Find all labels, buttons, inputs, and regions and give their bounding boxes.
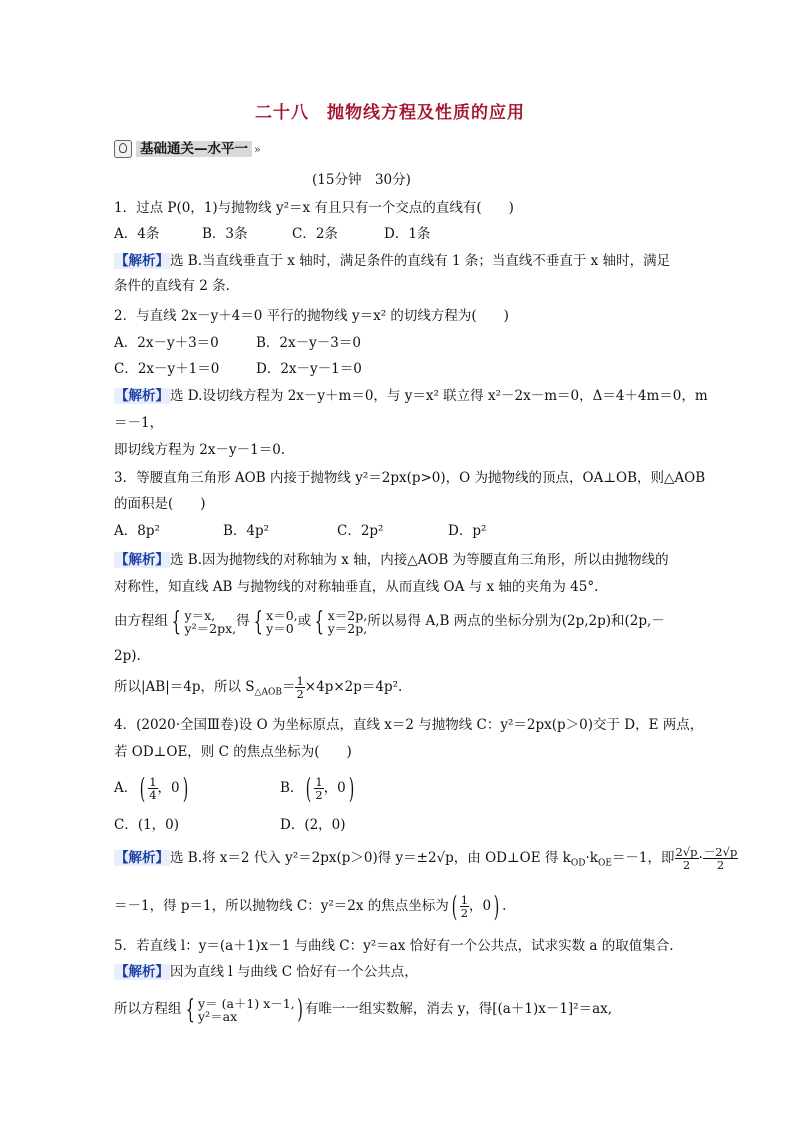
analysis-tag: 【解析】: [115, 388, 169, 404]
q3-area-formula: 所以|AB|＝4p，所以 $S_{\triangle AOB}=$ $\frac{1}{2}$ ×4p×2p＝4p².: [114, 674, 403, 701]
q4-stem-line-2: 若 OD⊥OE，则 C 的焦点坐标为( ): [114, 744, 352, 760]
q3-stem-line-1: 3．等腰直角三角形 AOB 内接于抛物线 y²＝2px(p>0)，O 为抛物线的顶点，OA⊥OB，则△AOB: [114, 470, 706, 486]
analysis-tag: 【解析】: [115, 253, 169, 269]
double-arrow-icon: »: [254, 142, 261, 156]
q4-solution-line-1: 【解析】选 B.将 x＝2 代入 y²＝2px(p＞0)得 y＝±2√p，由 OD⊥OE 得 $k_{OD}\cdot k_{OE}=-1$，即 $\frac{2√p}{2}$ · $\frac{-2√p}{2}$: [115, 845, 738, 872]
section-header: [114, 140, 304, 158]
q1-option-b: B．3条: [202, 226, 248, 242]
q3-equation-system: 由方程组 { y＝x, y²＝2px,得 { x＝0, y＝0 或 { x＝2p, y＝2p,所以易得 A,B 两点的坐标分别为(2p,2p)和(2p,－: [114, 606, 665, 637]
q2-option-a: A．2x－y＋3＝0: [114, 335, 219, 351]
q3-solution-line-1: 【解析】选 B.因为抛物线的对称轴为 x 轴，内接△AOB 为等腰直角三角形，所以由抛物线的: [115, 552, 669, 568]
q3-solution-line-2: 对称性，知直线 AB 与抛物线的对称轴垂直，从而直线 OA 与 x 轴的夹角为 45°.: [114, 579, 599, 595]
page-title: 二十八 抛物线方程及性质的应用: [255, 103, 525, 123]
q1-option-d: D．1条: [384, 226, 431, 242]
q2-solution-line-3: 即切线方程为 2x－y－1＝0.: [114, 442, 286, 458]
analysis-tag: 【解析】: [115, 552, 169, 568]
analysis-tag: 【解析】: [115, 850, 169, 866]
q5-solution-line-1: 【解析】因为直线 l 与曲线 C 恰好有一个公共点，: [115, 964, 418, 980]
q1-option-c: C．2条: [292, 226, 338, 242]
q4-option-c: C．(1，0): [114, 817, 180, 833]
q3-solution-line-3: 2p).: [114, 648, 141, 664]
q1-solution-line-1: 【解析】选 B.当直线垂直于 x 轴时，满足条件的直线有 1 条；当直线不垂直于 x 轴时，满足: [115, 253, 671, 269]
q2-option-d: D．2x－y－1＝0: [256, 361, 362, 377]
q4-option-d: D．(2，0): [280, 817, 346, 833]
q4-option-b: B．( $\frac{1}{2}$ ，0): [280, 771, 354, 805]
q3-option-b: B．4p²: [223, 523, 270, 539]
q4-stem-line-1: 4．(2020·全国Ⅲ卷)设 O 为坐标原点，直线 x＝2 与抛物线 C：y²＝2px(p＞0)交于 D，E 两点，: [114, 717, 704, 733]
q2-stem: 2．与直线 2x－y＋4＝0 平行的抛物线 y＝x² 的切线方程为( ): [114, 308, 509, 324]
q1-option-a: A．4条: [114, 226, 160, 242]
analysis-tag: 【解析】: [115, 964, 169, 980]
q2-option-c: C．2x－y＋1＝0: [114, 361, 220, 377]
q5-equation-system: 所以方程组 { y＝ (a＋1) x－1, y²＝ax ) 有唯一一组实数解，消去 y，得[(a＋1)x－1]²＝ax,: [114, 994, 613, 1025]
q4-option-a: A．( $\frac{1}{4}$ ，0): [114, 771, 188, 805]
q5-stem: 5．若直线 l：y＝(a＋1)x－1 与曲线 C：y²＝ax 恰好有一个公共点，试求实数 a 的取值集合.: [114, 938, 674, 954]
q4-solution-line-2: ＝－1，得 p＝1，所以抛物线 C：y²＝2x 的焦点坐标为( $\frac{1}{2}$ ，0) .: [114, 889, 507, 923]
q3-option-d: D．p²: [448, 523, 487, 539]
q1-solution-line-2: 条件的直线有 2 条.: [114, 278, 230, 294]
q2-solution-line-1: 【解析】选 D.设切线方程为 2x－y＋m＝0，与 y＝x² 联立得 x²－2x－m＝0，Δ＝4＋4m＝0，m: [115, 388, 708, 404]
section-label: 基础通关—水平一: [136, 141, 252, 157]
lightbulb-icon: [114, 140, 132, 158]
q2-solution-line-2: ＝－1，: [114, 415, 164, 431]
q2-option-b: B．2x－y－3＝0: [256, 335, 361, 351]
q3-option-a: A．8p²: [114, 523, 160, 539]
q3-stem-line-2: 的面积是( ): [114, 496, 206, 512]
q1-stem: 1．过点 P(0，1)与抛物线 y²＝x 有且只有一个交点的直线有( ): [114, 200, 514, 216]
q3-option-c: C．2p²: [337, 523, 384, 539]
time-info: (15分钟 30分): [312, 172, 411, 188]
